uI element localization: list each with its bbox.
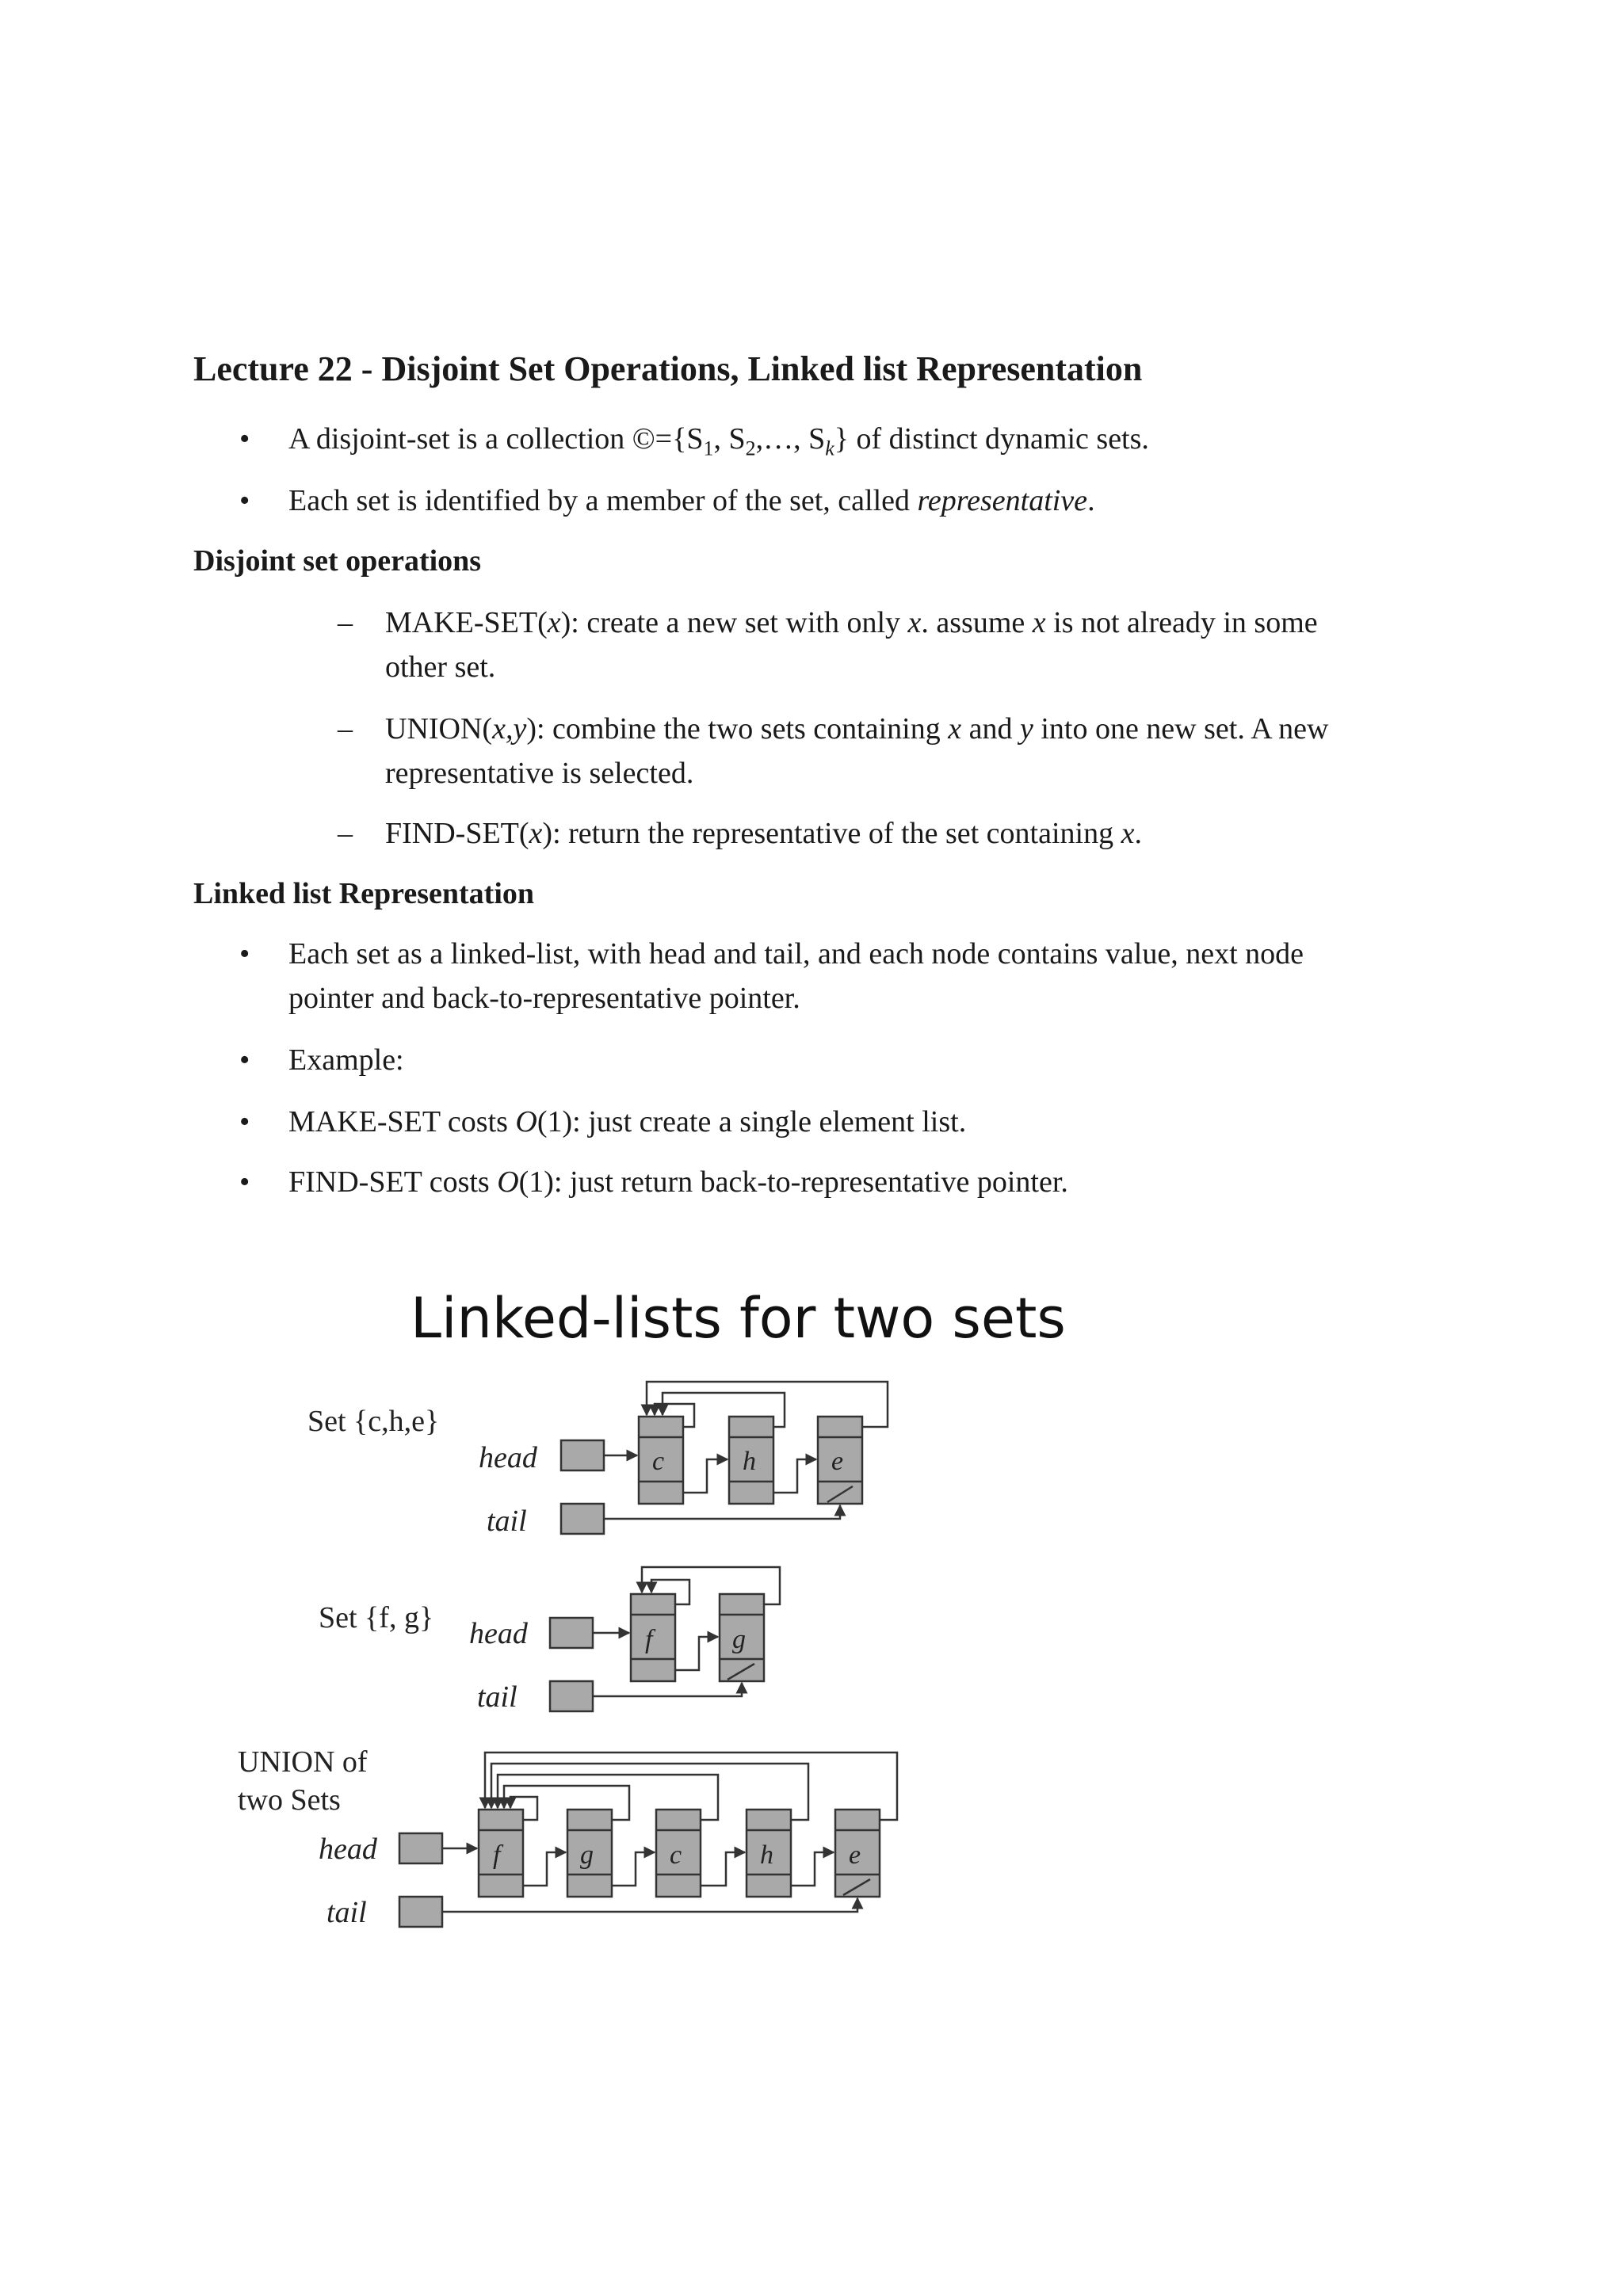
union-next-pointer (791, 1852, 834, 1886)
set2-next-pointer (675, 1637, 718, 1670)
text-part: Each set is identified by a member of the set, called (288, 484, 918, 517)
set2-label: Set {f, g} (319, 1601, 434, 1634)
bullet-marker: • (239, 1043, 250, 1077)
text-part: MAKE-SET( (385, 606, 548, 639)
text-part: (1): just create a single element list. (537, 1105, 967, 1138)
union-next-pointer (523, 1852, 566, 1886)
set1-next-pointer (683, 1459, 727, 1493)
text-part: . (1134, 817, 1142, 850)
text-part: A disjoint-set is a collection ©={S (288, 422, 704, 456)
set1-head-label: head (479, 1441, 537, 1474)
node-letter: e (831, 1447, 844, 1476)
bullet-text: Example: (288, 1043, 404, 1077)
set1-label: Set {c,h,e} (307, 1405, 440, 1438)
big-o: O (497, 1165, 519, 1199)
set1-next-pointer (773, 1459, 816, 1493)
union-tail-box (399, 1897, 442, 1927)
set2-tail-label: tail (477, 1680, 517, 1714)
text-part: pointer and back-to-representative pointer. (288, 982, 800, 1015)
text-part: , S (713, 422, 746, 456)
node-letter: e (849, 1840, 861, 1870)
var: x (1121, 817, 1135, 850)
set2-node-g (720, 1594, 764, 1681)
text-part: . (1087, 484, 1095, 517)
set1-tail-box (561, 1504, 604, 1534)
node-letter: h (743, 1447, 756, 1476)
set2-tail-pointer (593, 1683, 742, 1696)
text-part: other set. (385, 650, 496, 684)
text-part: UNION( (385, 712, 493, 746)
union-head-label: head (319, 1833, 377, 1866)
set2-head-box (550, 1618, 593, 1648)
text-part: ,…, S (755, 422, 826, 456)
page-title: Lecture 22 - Disjoint Set Operations, Linked list Representation (193, 349, 1143, 388)
node-letter: c (652, 1447, 665, 1476)
diagram-title: Linked-lists for two sets (411, 1286, 1066, 1351)
text-part: FIND-SET costs (288, 1165, 498, 1199)
union-next-pointer (612, 1852, 655, 1886)
union-head-box (399, 1833, 442, 1863)
bullet-marker: • (239, 937, 250, 971)
dash-marker: – (338, 817, 353, 850)
set1-tail-pointer (604, 1505, 840, 1519)
dash-marker: – (338, 712, 353, 746)
text-part: ): combine the two sets containing (526, 712, 949, 746)
bullet-marker: • (239, 1165, 250, 1199)
set1-head-box (561, 1440, 604, 1470)
text-part: Each set as a linked-list, with head and tail, and each node contains value, next node (288, 937, 1304, 971)
text-part: into one new set. A new (1033, 712, 1329, 746)
section-heading-operations: Disjoint set operations (193, 544, 482, 578)
var: x (547, 606, 561, 639)
text-part: representative is selected. (385, 757, 694, 790)
node-letter: f (493, 1840, 501, 1870)
union-tail-label: tail (327, 1896, 367, 1929)
bullet-marker: • (239, 422, 250, 456)
subscript: k (825, 437, 834, 460)
set2-head-label: head (469, 1617, 528, 1650)
union-label-1: UNION of (238, 1745, 368, 1779)
text-part: is not already in some (1045, 606, 1318, 639)
union-label-2: two Sets (238, 1783, 341, 1817)
subscript: 1 (703, 437, 714, 460)
union-node-e (835, 1810, 880, 1897)
set2-tail-box (550, 1681, 593, 1711)
node-letter: g (732, 1625, 746, 1654)
var: x (907, 606, 922, 639)
text-part: ): return the representative of the set containing (542, 817, 1121, 850)
union-tail-pointer (442, 1898, 857, 1912)
set1-tail-label: tail (487, 1505, 527, 1538)
bullet-marker: • (239, 484, 250, 517)
union-next-pointer (701, 1852, 745, 1886)
set1-node-c (639, 1417, 683, 1504)
var: x (948, 712, 962, 746)
var: y (1019, 712, 1033, 746)
emphasis: representative (917, 484, 1088, 517)
union-node-c (656, 1810, 701, 1897)
set1-node-h (729, 1417, 773, 1504)
node-letter: h (760, 1840, 773, 1870)
set1-node-e (818, 1417, 862, 1504)
text-part: . assume (921, 606, 1033, 639)
node-letter: c (670, 1840, 682, 1870)
union-node-f (479, 1810, 523, 1897)
text-part: ): create a new set with only (560, 606, 908, 639)
text-part: FIND-SET( (385, 817, 529, 850)
text-part: } of distinct dynamic sets. (834, 422, 1149, 456)
union-node-h (747, 1810, 791, 1897)
section-heading-linked-list: Linked list Representation (193, 877, 535, 910)
big-o: O (515, 1105, 537, 1138)
bullet-marker: • (239, 1105, 250, 1138)
node-letter: f (645, 1625, 653, 1654)
union-node-g (567, 1810, 612, 1897)
var: x (1032, 606, 1046, 639)
subscript: 2 (745, 437, 756, 460)
var: x (529, 817, 543, 850)
node-letter: g (580, 1840, 594, 1870)
text-part: (1): just return back-to-representative pointer. (518, 1165, 1068, 1199)
text-part: and (961, 712, 1020, 746)
var: x,y (492, 712, 527, 746)
set2-node-f (631, 1594, 675, 1681)
text-part: MAKE-SET costs (288, 1105, 516, 1138)
dash-marker: – (338, 606, 353, 639)
